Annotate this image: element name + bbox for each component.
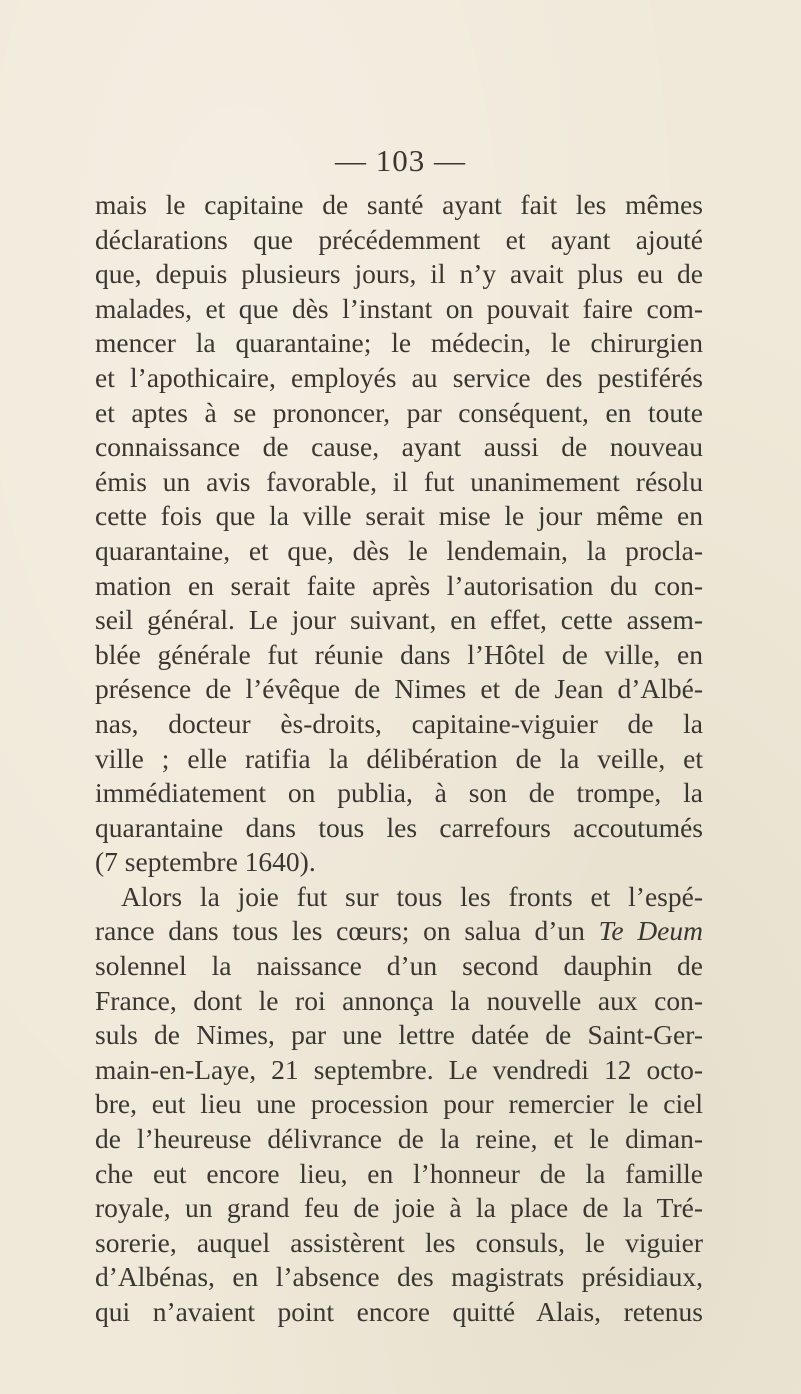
text-line: d’Albénas, en l’absence des magistrats présidiaux, (95, 1261, 703, 1293)
text-line: et l’apothicaire, employés au service des pestiférés (95, 361, 703, 393)
italic-text: Te Deum (598, 915, 703, 947)
text-line: quarantaine dans tous les carrefours accoutumés (95, 811, 703, 843)
text-line: immédiatement on publia, à son de trompe, la (95, 777, 703, 809)
text-line: blée générale fut réunie dans l’Hôtel de ville, en (95, 638, 703, 670)
text-line: Alors la joie fut sur tous les fronts et l’espé- (121, 880, 703, 912)
text-line: présence de l’évêque de Nimes et de Jean d’Albé- (95, 673, 703, 705)
text-line: quarantaine, et que, dès le lendemain, la procla- (95, 534, 703, 566)
text-line: malades, et que dès l’instant on pouvait faire com- (95, 292, 703, 324)
text-line: suls de Nimes, par une lettre datée de Saint-Ger- (95, 1019, 703, 1051)
text-line: que, depuis plusieurs jours, il n’y avait plus eu de (95, 258, 703, 290)
text-line: main-en-Laye, 21 septembre. Le vendredi 12 octo- (95, 1053, 703, 1085)
text-line: nas, docteur ès-droits, capitaine-viguier de la (95, 707, 703, 739)
text-line: France, dont le roi annonça la nouvelle aux con- (95, 984, 703, 1016)
text-line: de l’heureuse délivrance de la reine, et le diman- (95, 1123, 703, 1155)
text-line: seil général. Le jour suivant, en effet, cette assem- (95, 604, 703, 636)
text-line: mation en serait faite après l’autorisation du con- (95, 569, 703, 601)
paragraph-1 (95, 188, 703, 880)
text-line: che eut encore lieu, en l’honneur de la famille (95, 1157, 703, 1189)
text-line: (7 septembre 1640). (95, 846, 316, 878)
body-text (95, 188, 703, 1330)
text-line: connaissance de cause, ayant aussi de nouveau (95, 431, 703, 463)
text-line: émis un avis favorable, il fut unanimement résolu (95, 465, 703, 497)
text-line: et aptes à se prononcer, par conséquent, en toute (95, 396, 703, 428)
page-number: — 103 — (335, 143, 466, 178)
text-line: qui n’avaient point encore quitté Alais, retenus (95, 1296, 703, 1327)
text-line: bre, eut lieu une procession pour remercier le ciel (95, 1088, 703, 1120)
text-segment: rance dans tous les cœurs; on salua d’un (95, 915, 585, 947)
text-line: sorerie, auquel assistèrent les consuls, le viguier (95, 1226, 703, 1258)
text-line: déclarations que précédemment et ayant ajouté (95, 223, 703, 255)
text-line-with-italic (95, 914, 703, 949)
text-line: ville ; elle ratifia la délibération de la veille, et (95, 742, 703, 774)
text-line: cette fois que la ville serait mise le jour même en (95, 500, 703, 532)
text-line: royale, un grand feu de joie à la place de la Tré- (95, 1192, 703, 1224)
text-line: solennel la naissance d’un second dauphin de (95, 950, 703, 982)
text-line: mais le capitaine de santé ayant fait les mêmes (95, 189, 703, 220)
text-line: mencer la quarantaine; le médecin, le chirurgien (95, 327, 703, 359)
paragraph-2 (95, 880, 703, 1330)
